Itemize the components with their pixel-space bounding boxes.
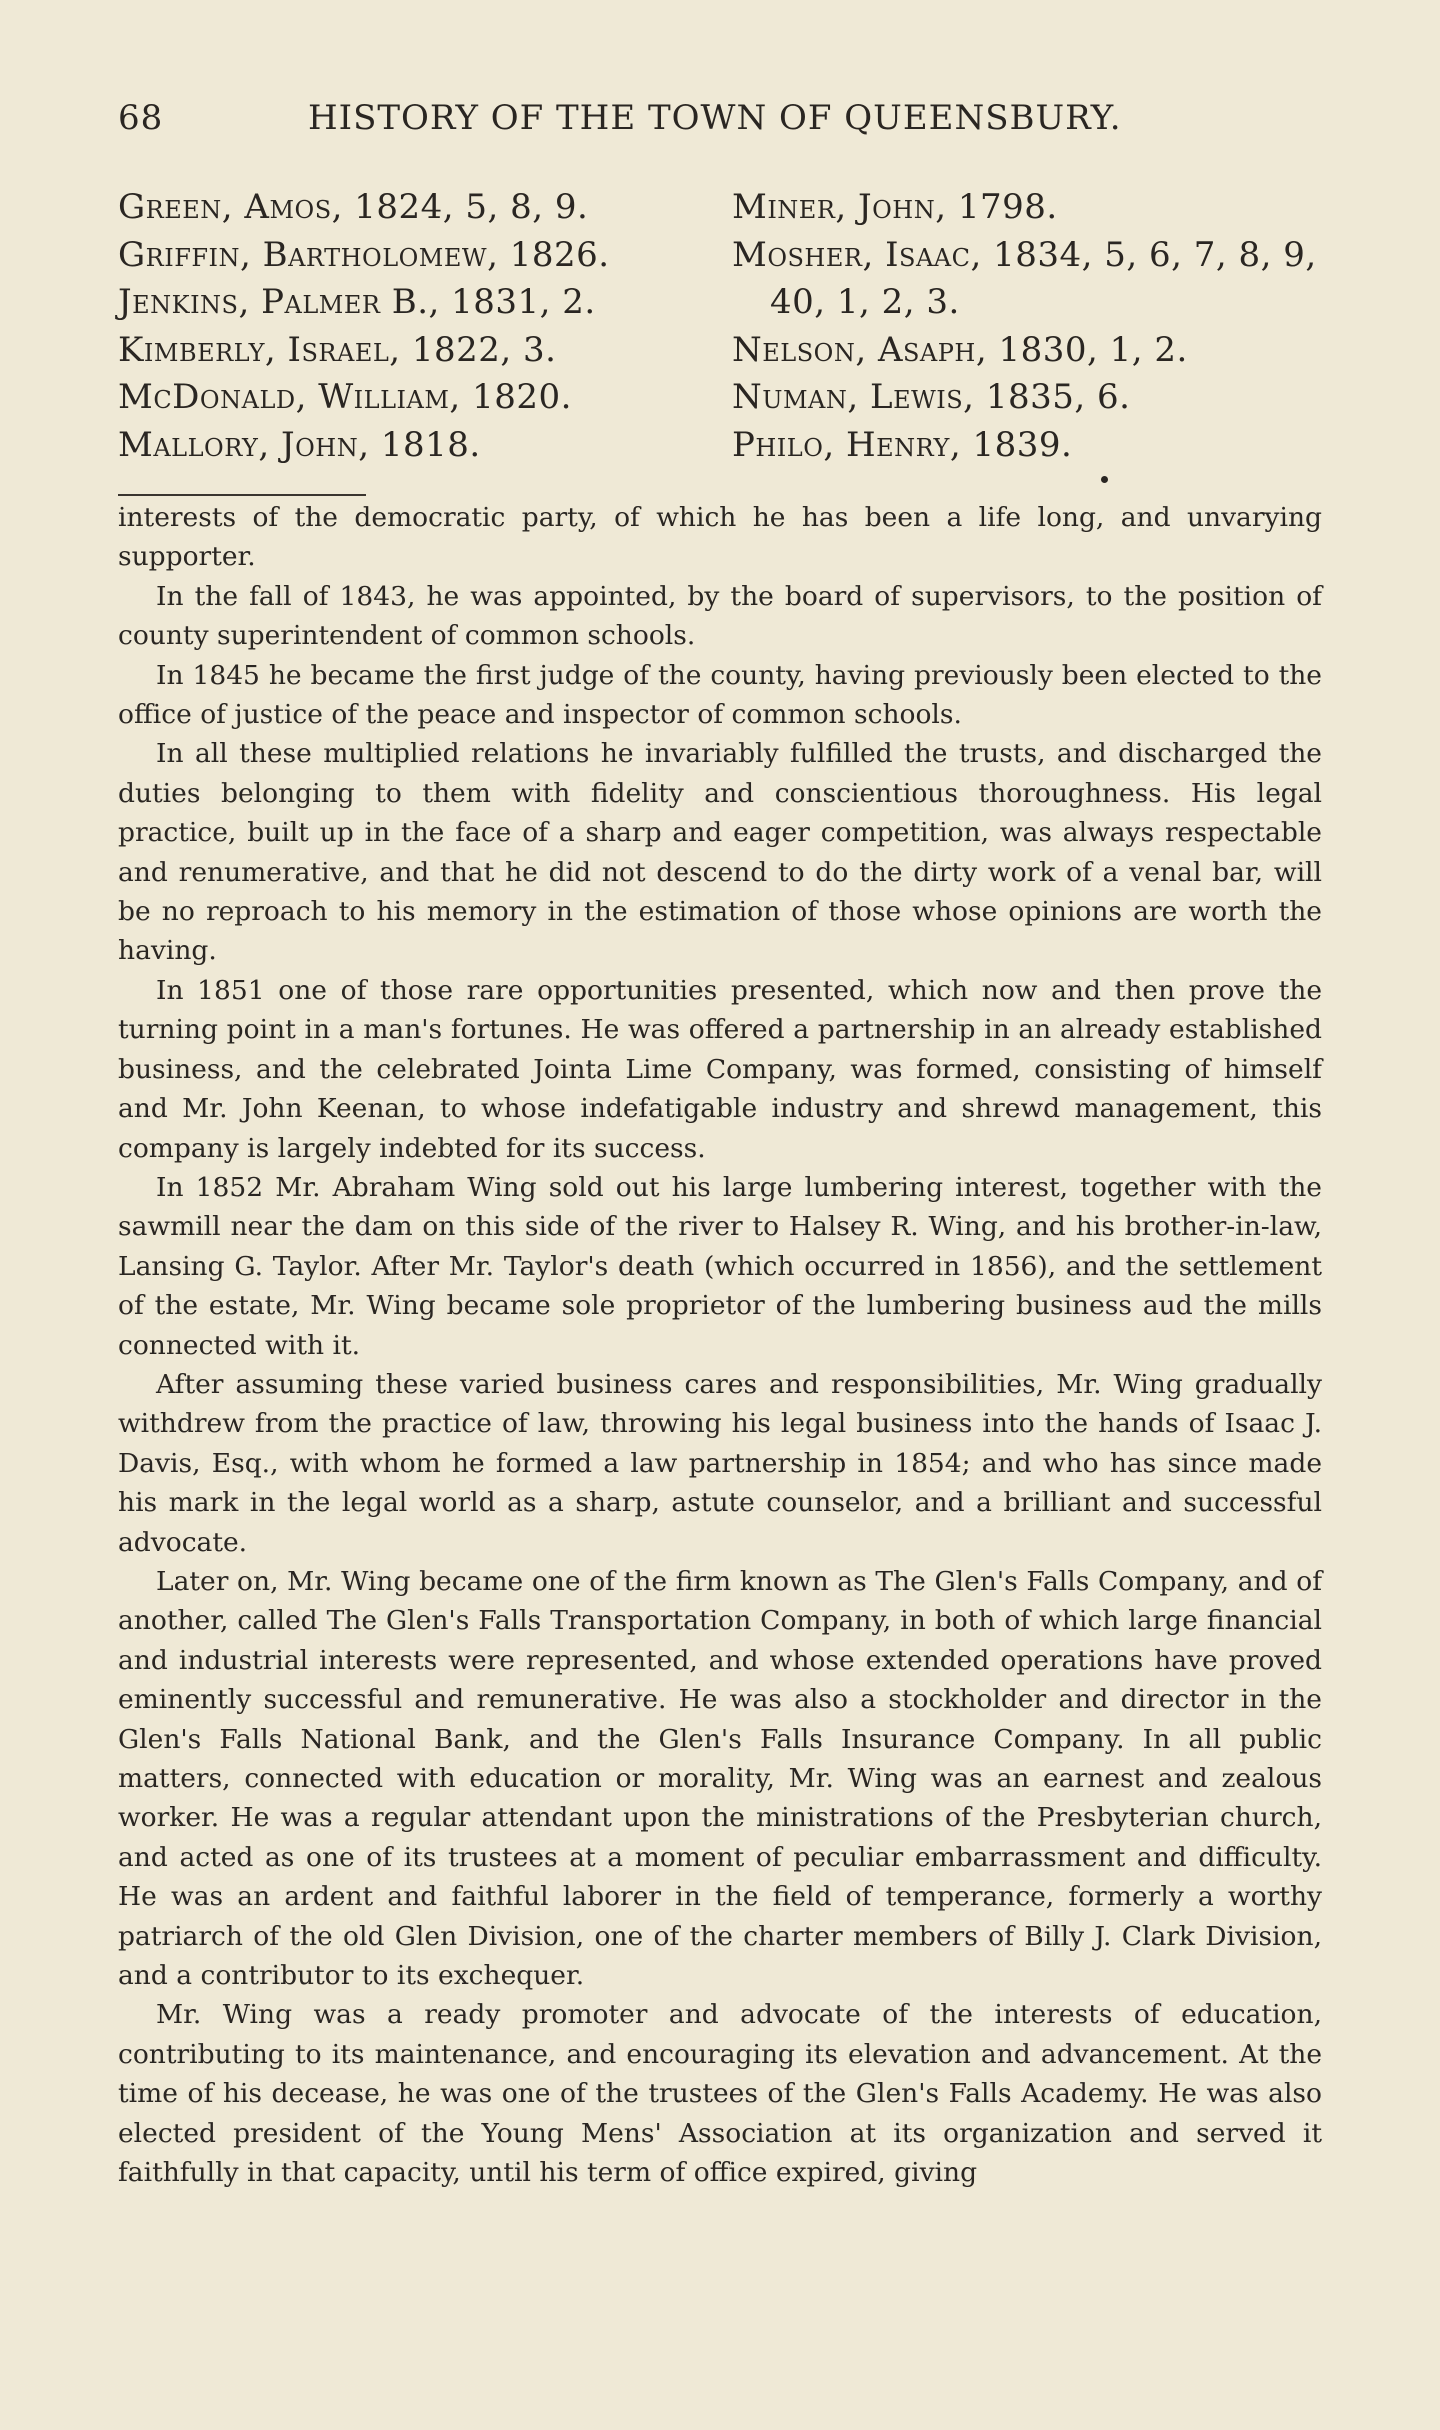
list-item: Griffin, Bartholomew, 1826. (118, 234, 610, 275)
running-title: HISTORY OF THE TOWN OF QUEENSBURY. (308, 98, 1122, 138)
list-item: Nelson, Asaph, 1830, 1, 2. (732, 329, 1188, 370)
list-item: Green, Amos, 1824, 5, 8, 9. (118, 187, 589, 227)
page-number: 68 (118, 98, 164, 138)
list-item-continuation: 40, 1, 2, 3. (770, 282, 960, 322)
officer-list (118, 184, 1338, 474)
list-item: Mallory, John, 1818. (118, 424, 481, 465)
paragraph: interests of the democratic party, of which he has been a life long, and unvarying supporter. (118, 502, 1322, 573)
list-item: Numan, Lewis, 1835, 6. (732, 377, 1131, 417)
paragraph: In all these multiplied relations he invariably fulfilled the trusts, and discharged the duties belonging to them with fidelity and conscientious thoroughness. His legal practice, built up in the face of a sharp and eager competition, was always respectable and renumerative, and that he did not descend to do the dirty work of a venal bar, will be no reproach to his memory in the estimation of those whose opinions are worth the having. (118, 738, 1322, 967)
paragraph: In 1851 one of those rare opportunities presented, which now and then prove the turning point in a man's fortunes. He was offered a partnership in an already established business, and the celebrated Jointa Lime Company, was formed, consisting of himself and Mr. John Keenan, to whose indefatigable industry and shrewd management, this company is largely indebted for its success. (118, 974, 1322, 1164)
paragraph: In 1845 he became the first judge of the county, having previously been elected to the office of justice of the peace and inspector of common schools. (118, 659, 1322, 731)
ink-speck (1101, 476, 1108, 483)
list-item: Kimberly, Israel, 1822, 3. (118, 329, 557, 370)
list-item: Jenkins, Palmer B., 1831, 2. (118, 282, 596, 322)
page-header (118, 98, 1328, 150)
list-item: McDonald, William, 1820. (118, 377, 572, 417)
officer-list-left-column (118, 184, 678, 469)
paragraph: After assuming these varied business cares and responsibilities, Mr. Wing gradually withdrew from the practice of law, throwing his legal business into the hands of Isaac J. Davis, Esq., with whom he formed a law partnership in 1854; and who has since made his mark in the legal world as a sharp, astute counselor, and a brilliant and successful advocate. (118, 1368, 1322, 1558)
biography-text (118, 498, 1322, 2238)
paragraph: In 1852 Mr. Abraham Wing sold out his large lumbering interest, together with the sawmill near the dam on this side of the river to Halsey R. Wing, and his brother-in-law, Lansing G. Taylor. After Mr. Taylor's death (which occurred in 1856), and the settlement of the estate, Mr. Wing became sole proprietor of the lumbering business aud the mills connected with it. (118, 1171, 1322, 1361)
list-item: Philo, Henry, 1839. (732, 424, 1073, 465)
section-divider (118, 494, 366, 496)
paragraph: Later on, Mr. Wing became one of the firm known as The Glen's Falls Company, and of another, called The Glen's Falls Transportation Company, in both of which large financial and industrial interests were represented, and whose extended operations have proved eminently successful and remunerative. He was also a stockholder and director in the Glen's Falls National Bank, and the Glen's Falls Insurance Company. In all public matters, connected with education or morality, Mr. Wing was an earnest and zealous worker. He was a regular attendant upon the ministrations of the Presbyterian church, and acted as one of its trustees at a moment of peculiar embarrassment and difficulty. He was an ardent and faithful laborer in the field of temperance, formerly a worthy patriarch of the old Glen Division, one of the charter members of Billy J. Clark Division, and a contributor to its exchequer. (118, 1565, 1322, 1992)
list-item: Miner, John, 1798. (732, 187, 1058, 227)
paragraph: Mr. Wing was a ready promoter and advocate of the interests of education, contributing to its maintenance, and encouraging its elevation and advancement. At the time of his decease, he was one of the trustees of the Glen's Falls Academy. He was also elected president of the Young Mens' Association at its organization and served it faithfully in that capacity, until his term of office expired, giving (118, 1999, 1322, 2189)
paragraph: In the fall of 1843, he was appointed, by the board of supervisors, to the position of county superintendent of common schools. (118, 580, 1322, 652)
list-item: Mosher, Isaac, 1834, 5, 6, 7, 8, 9, 40, 1, 2, 3. (732, 232, 1352, 327)
officer-list-right-column (732, 184, 1352, 469)
